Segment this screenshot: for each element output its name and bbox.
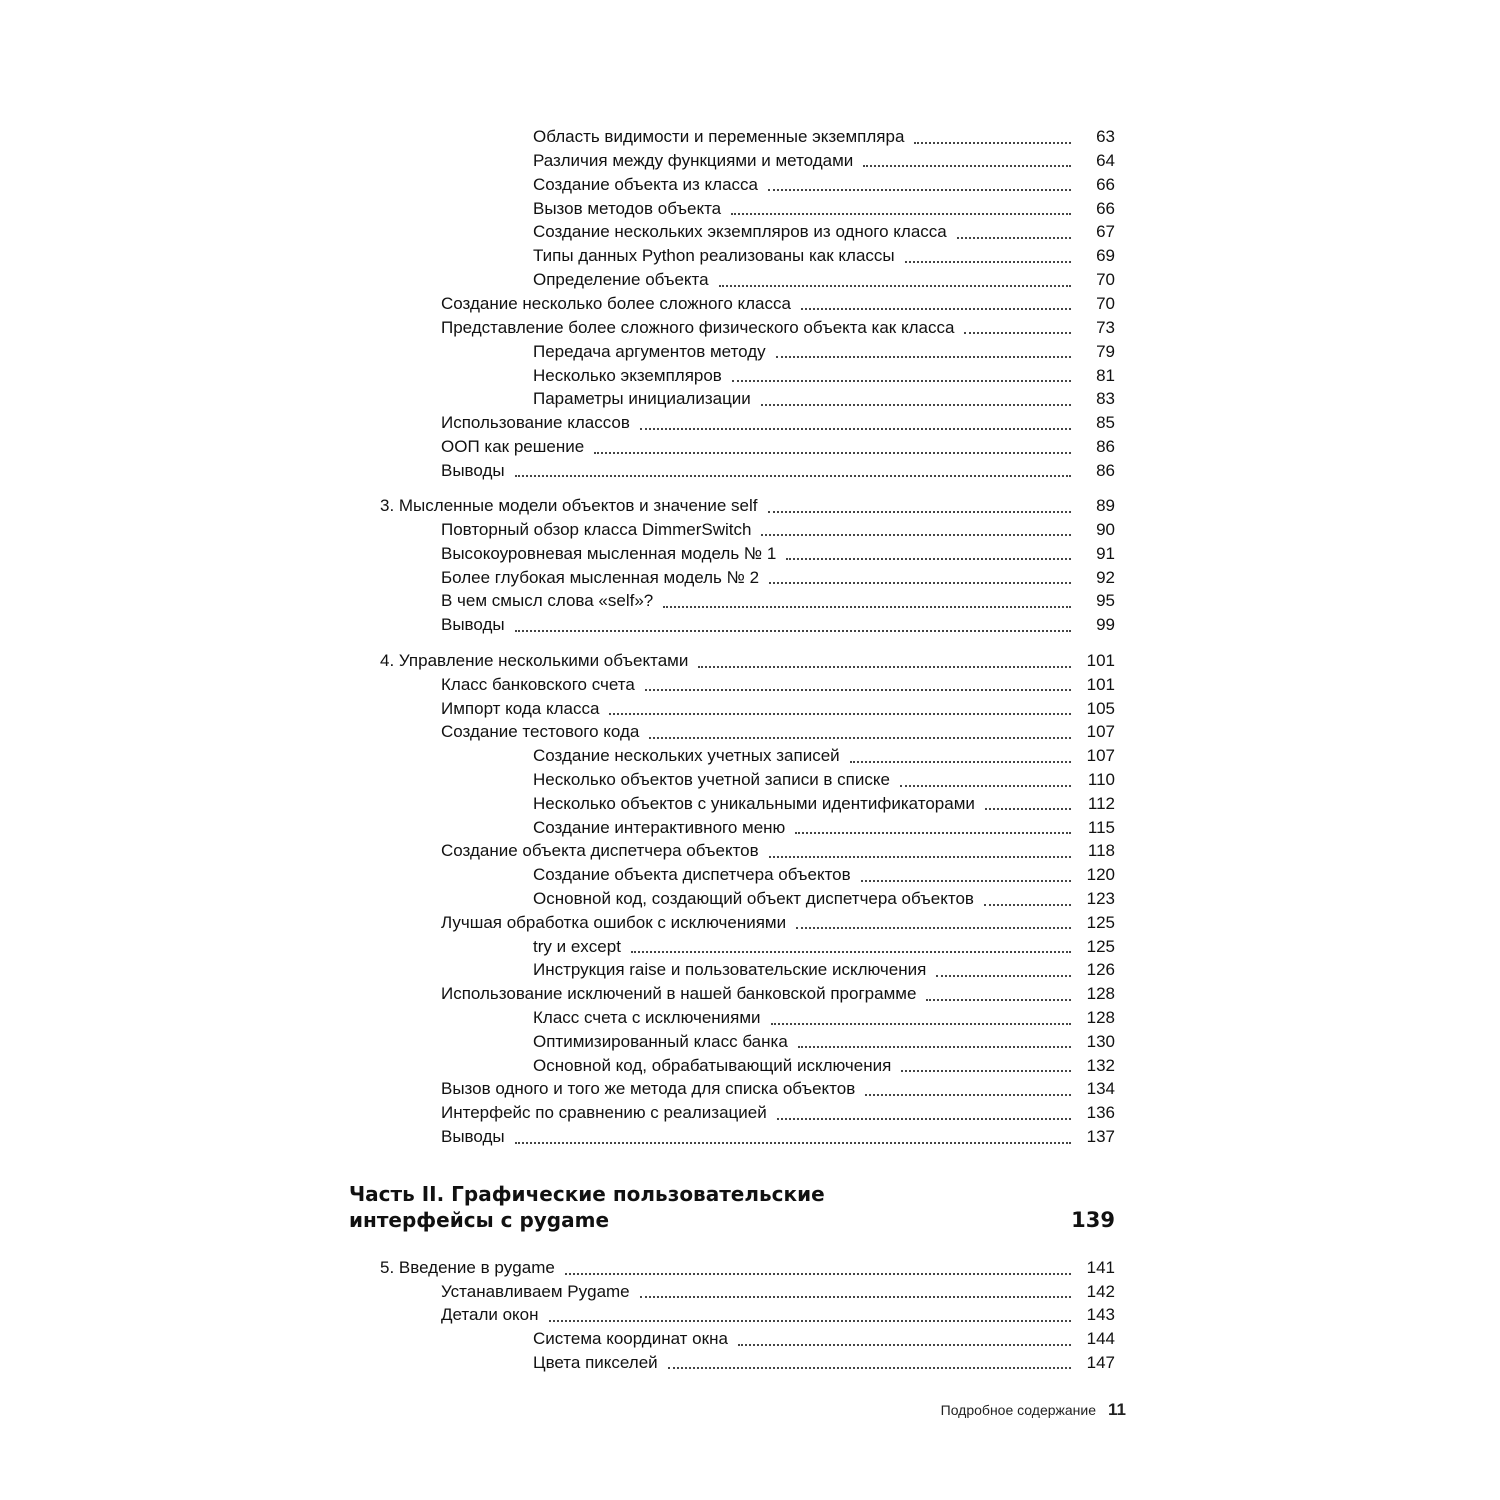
toc-entry xyxy=(533,364,1115,388)
toc-entry-page-number: 125 xyxy=(1086,912,1115,932)
toc-entry-page-number: 112 xyxy=(1087,793,1115,813)
toc-entry-title: Передача аргументов методу xyxy=(533,341,766,361)
toc-entry-page-number: 144 xyxy=(1086,1329,1115,1349)
toc-entry-title: Лучшая обработка ошибок с исключениями xyxy=(441,912,787,932)
toc-dot-leader xyxy=(631,950,1071,953)
toc-dot-leader xyxy=(905,260,1071,263)
toc-entry-title: Класс банковского счета xyxy=(441,674,635,694)
toc-entry-page-number: 86 xyxy=(1096,437,1115,457)
toc-entry-title: Создание нескольких учетных записей xyxy=(533,746,840,766)
toc-dot-leader xyxy=(850,760,1071,763)
toc-entry-page-number: 126 xyxy=(1086,960,1115,980)
part-title-line1: Часть II. Графические пользовательские xyxy=(349,1182,825,1206)
toc-dot-leader xyxy=(776,355,1071,358)
toc-entry xyxy=(441,411,1115,435)
toc-entry-page-number: 73 xyxy=(1096,317,1115,337)
toc-dot-leader xyxy=(609,712,1071,715)
toc-entry xyxy=(441,435,1115,459)
toc-entry xyxy=(441,589,1115,613)
toc-dot-leader xyxy=(594,451,1071,454)
toc-dot-leader xyxy=(668,1366,1071,1369)
toc-dot-leader xyxy=(698,665,1071,668)
toc-entry-title: Выводы xyxy=(441,615,505,635)
toc-dot-leader xyxy=(769,855,1071,858)
toc-entry xyxy=(533,340,1115,364)
toc-entry-page-number: 107 xyxy=(1086,722,1115,742)
toc-entry xyxy=(441,720,1115,744)
toc-dot-leader xyxy=(768,188,1071,191)
toc-dot-leader xyxy=(861,879,1071,882)
toc-dot-leader xyxy=(786,557,1071,560)
toc-entry xyxy=(441,566,1115,590)
toc-entry-title: Параметры инициализации xyxy=(533,389,751,409)
toc-entry-page-number: 142 xyxy=(1086,1281,1115,1301)
toc-entry-title: Импорт кода класса xyxy=(441,698,600,718)
toc-entry-title: Устанавливаем Pygame xyxy=(441,1281,630,1301)
toc-entry xyxy=(441,459,1115,483)
toc-entry xyxy=(441,1303,1115,1327)
toc-dot-leader xyxy=(914,141,1071,144)
toc-entry-title: Несколько экземпляров xyxy=(533,365,722,385)
toc-entry xyxy=(441,911,1115,935)
toc-entry-title: Основной код, создающий объект диспетчера объектов xyxy=(533,889,974,908)
toc-entry xyxy=(441,673,1115,697)
footer-label: Подробное содержание xyxy=(940,1402,1097,1418)
toc-dot-leader xyxy=(936,974,1071,977)
toc-entry-page-number: 107 xyxy=(1086,746,1115,766)
toc-entry-page-number: 120 xyxy=(1086,865,1115,885)
toc-entry-page-number: 70 xyxy=(1096,293,1115,313)
toc-entry-page-number: 105 xyxy=(1086,698,1115,718)
toc-entry xyxy=(441,1125,1115,1149)
toc-entry-page-number: 143 xyxy=(1086,1305,1115,1325)
toc-entry-title: Более глубокая мысленная модель № 2 xyxy=(441,567,760,587)
toc-entry-page-number: 95 xyxy=(1096,591,1115,611)
toc-dot-leader xyxy=(515,629,1071,632)
toc-dot-leader xyxy=(926,998,1071,1001)
toc-entry-title: 4. Управление несколькими объектами xyxy=(380,651,689,670)
toc-entry-title: Класс счета с исключениями xyxy=(533,1008,761,1027)
toc-dot-leader xyxy=(795,831,1071,834)
toc-entry-title: ООП как решение xyxy=(441,437,585,457)
toc-entry-page-number: 86 xyxy=(1096,460,1115,480)
toc-entry-title: Создание нескольких экземпляров из одного класса xyxy=(533,222,947,242)
toc-entry-title: Создание объекта диспетчера объектов xyxy=(533,865,851,885)
toc-entry-page-number: 101 xyxy=(1086,674,1115,694)
toc-entry xyxy=(441,1280,1115,1304)
toc-entry-title: Типы данных Python реализованы как классы xyxy=(533,246,895,266)
toc-entry-title: Область видимости и переменные экземпляра xyxy=(533,127,905,146)
toc-entry-title: Определение объекта xyxy=(533,270,709,290)
toc-entry-title: Повторный обзор класса DimmerSwitch xyxy=(441,519,752,539)
toc-entry-page-number: 83 xyxy=(1096,389,1115,409)
toc-entry-title: Создание объекта из класса xyxy=(533,174,758,194)
toc-entry-page-number: 66 xyxy=(1096,198,1115,218)
toc-entry-page-number: 69 xyxy=(1096,246,1115,266)
toc-entry xyxy=(533,1030,1115,1054)
toc-entry-page-number: 134 xyxy=(1086,1079,1115,1099)
toc-entry-page-number: 137 xyxy=(1086,1127,1115,1146)
toc-entry-page-number: 118 xyxy=(1087,841,1115,861)
toc-entry-title: Несколько объектов учетной записи в списке xyxy=(533,770,890,789)
toc-entry-title: 5. Введение в pygame xyxy=(380,1258,555,1277)
toc-dot-leader xyxy=(901,1069,1071,1072)
toc-entry-page-number: 91 xyxy=(1096,543,1115,563)
toc-entry xyxy=(533,1327,1115,1351)
toc-dot-leader xyxy=(900,784,1071,787)
toc-dot-leader xyxy=(761,403,1071,406)
toc-entry-page-number: 67 xyxy=(1096,222,1115,242)
toc-entry xyxy=(441,316,1115,340)
toc-entry xyxy=(533,768,1115,792)
toc-entry xyxy=(533,744,1115,768)
toc-entry-title: Основной код, обрабатывающий исключения xyxy=(533,1055,892,1075)
toc-entry-title: Детали окон xyxy=(441,1305,539,1325)
toc-entry-page-number: 63 xyxy=(1096,127,1115,146)
part-page-number: 139 xyxy=(1071,1208,1115,1232)
toc-entry-title: В чем смысл слова «self»? xyxy=(441,591,654,611)
toc-dot-leader xyxy=(769,581,1071,584)
toc-dot-leader xyxy=(515,1141,1071,1144)
toc-entry-page-number: 79 xyxy=(1096,341,1115,361)
toc-dot-leader xyxy=(761,533,1071,536)
toc-entry xyxy=(533,220,1115,244)
toc-entry xyxy=(441,1077,1115,1101)
toc-dot-leader xyxy=(719,284,1071,287)
toc-entry-title: Использование классов xyxy=(441,413,630,433)
toc-entry-page-number: 99 xyxy=(1096,615,1115,635)
toc-dot-leader xyxy=(777,1117,1071,1120)
toc-dot-leader xyxy=(985,807,1071,810)
toc-entry xyxy=(533,863,1115,887)
toc-entry xyxy=(380,649,1115,673)
toc-entry-page-number: 110 xyxy=(1087,770,1115,789)
toc-entry-page-number: 85 xyxy=(1096,413,1115,433)
toc-entry-title: Интерфейс по сравнению с реализацией xyxy=(441,1103,767,1123)
toc-entry xyxy=(533,125,1115,149)
toc-dot-leader xyxy=(957,236,1071,239)
toc-entry-title: Выводы xyxy=(441,460,505,480)
toc-dot-leader xyxy=(515,474,1071,477)
toc-entry xyxy=(441,1101,1115,1125)
toc-dot-leader xyxy=(796,926,1071,929)
toc-dot-leader xyxy=(732,379,1071,382)
toc-dot-leader xyxy=(865,1093,1071,1096)
toc-entry-title: Использование исключений в нашей банковской программе xyxy=(441,984,917,1004)
toc-entry xyxy=(380,494,1115,518)
toc-entry xyxy=(533,1006,1115,1030)
toc-dot-leader xyxy=(649,736,1071,739)
toc-entry-page-number: 136 xyxy=(1086,1103,1115,1123)
toc-entry-page-number: 130 xyxy=(1086,1031,1115,1051)
toc-entry xyxy=(441,292,1115,316)
toc-dot-leader xyxy=(768,510,1072,513)
toc-entry xyxy=(441,613,1115,637)
toc-dot-leader xyxy=(663,605,1071,608)
toc-entry-page-number: 66 xyxy=(1096,174,1115,194)
toc-dot-leader xyxy=(771,1022,1071,1025)
toc-dot-leader xyxy=(738,1343,1071,1346)
toc-entry-title: try и except xyxy=(533,936,621,956)
toc-entry xyxy=(533,935,1115,959)
toc-entry xyxy=(533,958,1115,982)
toc-entry-title: Высокоуровневая мысленная модель № 1 xyxy=(441,543,777,563)
toc-entry-title: Инструкция raise и пользовательские исключения xyxy=(533,960,927,980)
toc-entry-title: Система координат окна xyxy=(533,1329,728,1349)
toc-entry-page-number: 90 xyxy=(1096,519,1115,539)
toc-entry-page-number: 128 xyxy=(1086,984,1115,1004)
toc-entry-page-number: 81 xyxy=(1096,365,1115,385)
toc-entry xyxy=(533,1351,1115,1375)
toc-entry xyxy=(533,816,1115,840)
toc-entry xyxy=(533,197,1115,221)
toc-entry-title: Цвета пикселей xyxy=(533,1352,658,1372)
toc-entry xyxy=(441,697,1115,721)
toc-entry xyxy=(441,542,1115,566)
toc-entry-page-number: 128 xyxy=(1086,1008,1115,1027)
toc-entry xyxy=(533,387,1115,411)
toc-entry-title: Различия между функциями и методами xyxy=(533,150,854,170)
toc-entry-page-number: 101 xyxy=(1086,651,1115,670)
toc-dot-leader xyxy=(801,307,1071,310)
toc-dot-leader xyxy=(645,688,1071,691)
toc-entry xyxy=(533,887,1115,911)
toc-entry xyxy=(533,173,1115,197)
toc-dot-leader xyxy=(984,903,1071,906)
toc-entry-title: Создание интерактивного меню xyxy=(533,817,786,837)
toc-entry-title: Оптимизированный класс банка xyxy=(533,1031,788,1051)
toc-dot-leader xyxy=(565,1272,1071,1275)
toc-entry xyxy=(441,518,1115,542)
toc-dot-leader xyxy=(640,1295,1071,1298)
toc-entry-title: Выводы xyxy=(441,1127,505,1146)
toc-entry-page-number: 132 xyxy=(1086,1055,1115,1075)
toc-entry-page-number: 147 xyxy=(1086,1352,1115,1372)
part-title-line2: интерфейсы с pygame xyxy=(349,1208,610,1232)
toc-entry xyxy=(441,839,1115,863)
toc-entry-page-number: 125 xyxy=(1086,936,1115,956)
toc-entry-title: Вызов методов объекта xyxy=(533,198,722,218)
toc-entry xyxy=(533,268,1115,292)
toc-entry xyxy=(441,982,1115,1006)
page-footer xyxy=(900,1400,1126,1420)
toc-entry-page-number: 70 xyxy=(1096,270,1115,290)
part-heading xyxy=(349,1181,1115,1233)
toc-entry xyxy=(533,792,1115,816)
toc-entry-title: Вызов одного и того же метода для списка объектов xyxy=(441,1079,856,1099)
toc-entry-page-number: 92 xyxy=(1096,567,1115,587)
toc-dot-leader xyxy=(798,1045,1071,1048)
toc-dot-leader xyxy=(640,427,1071,430)
footer-page-number: 11 xyxy=(1108,1400,1126,1419)
toc-entry-page-number: 123 xyxy=(1086,889,1115,908)
toc-entry-page-number: 64 xyxy=(1096,150,1115,170)
toc-entry xyxy=(533,244,1115,268)
toc-entry-title: 3. Мысленные модели объектов и значение self xyxy=(380,496,758,515)
toc-entry-title: Представление более сложного физического объекта как класса xyxy=(441,317,955,337)
toc-entry-page-number: 141 xyxy=(1086,1258,1115,1277)
toc-dot-leader xyxy=(964,331,1071,334)
toc-entry xyxy=(533,1054,1115,1078)
toc-entry xyxy=(533,149,1115,173)
toc-dot-leader xyxy=(731,212,1071,215)
toc-entry-title: Создание тестового кода xyxy=(441,722,640,742)
toc-entry-page-number: 89 xyxy=(1096,496,1115,515)
toc-entry xyxy=(380,1256,1115,1280)
toc-dot-leader xyxy=(863,164,1071,167)
toc-dot-leader xyxy=(549,1319,1071,1322)
toc-entry-page-number: 115 xyxy=(1087,817,1115,837)
toc-entry-title: Несколько объектов с уникальными идентификаторами xyxy=(533,793,975,813)
toc-entry-title: Создание несколько более сложного класса xyxy=(441,293,791,313)
toc-entry-title: Создание объекта диспетчера объектов xyxy=(441,841,759,861)
